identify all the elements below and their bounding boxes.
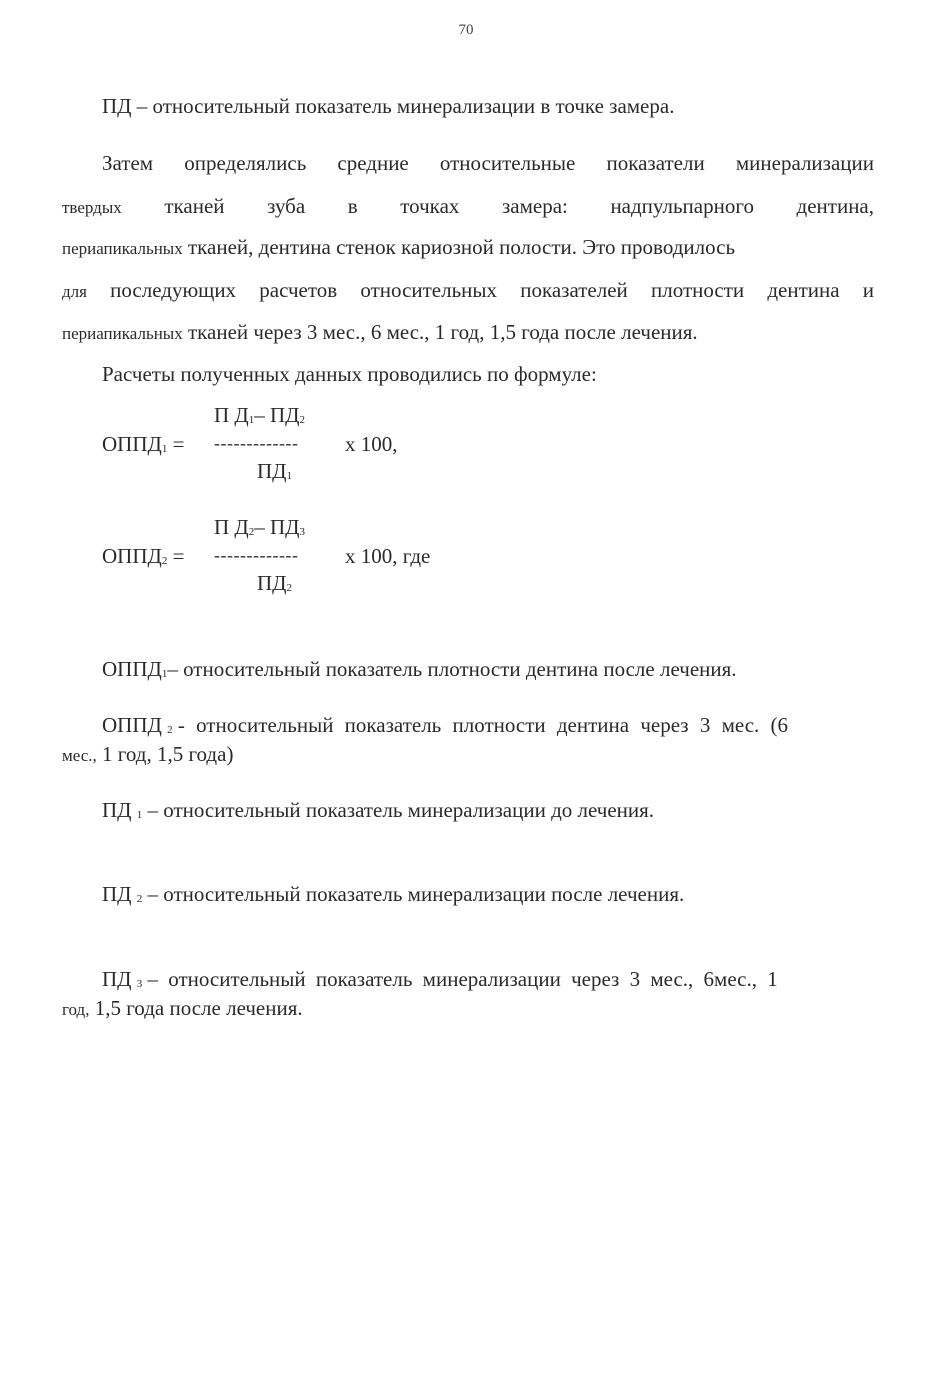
word: точках bbox=[400, 194, 460, 218]
paragraph-line: Затем определялись средние относительные показатели минерализации bbox=[102, 151, 874, 175]
numerator-term: – ПД bbox=[254, 515, 300, 539]
word: дентина, bbox=[796, 194, 874, 218]
formula1-multiplier: х 100, bbox=[345, 432, 398, 456]
definition-text: 1,5 года после лечения. bbox=[94, 996, 303, 1020]
definition-text: - относительный показатель плотности дентина через 3 мес. (6 bbox=[177, 713, 789, 737]
definition-text: – относительный показатель минерализации до лечения. bbox=[147, 798, 655, 822]
calc-intro: Расчеты полученных данных проводились по формуле: bbox=[102, 362, 597, 386]
oppd2-definition-cont bbox=[62, 742, 233, 768]
denominator-term: ПД bbox=[257, 571, 287, 595]
subscript: 3 bbox=[299, 526, 305, 538]
subscript: 2 bbox=[161, 555, 168, 567]
word: в bbox=[347, 194, 358, 218]
pd-definition-line: ПД – относительный показатель минерализации в точке замера. bbox=[102, 94, 675, 118]
term-label: ПД bbox=[102, 882, 132, 906]
subscript: 2 bbox=[299, 414, 305, 426]
subscript: 2 bbox=[136, 893, 143, 905]
formula1-denominator bbox=[257, 459, 292, 487]
word: мес., bbox=[62, 746, 97, 765]
formula1-lhs bbox=[102, 432, 184, 460]
pd3-definition bbox=[102, 967, 778, 995]
lhs-term: ОППД bbox=[102, 544, 162, 568]
definition-text: – относительный показатель плотности дентина после лечения. bbox=[167, 657, 737, 681]
formula2-multiplier: х 100, где bbox=[345, 544, 431, 568]
pd3-definition-cont bbox=[62, 996, 303, 1022]
word: зуба bbox=[267, 194, 306, 218]
subscript: 1 bbox=[161, 668, 168, 680]
term-label: ПД bbox=[102, 967, 132, 991]
page-number: 70 bbox=[458, 22, 474, 38]
formula2-denominator bbox=[257, 571, 292, 599]
definition-text: – относительный показатель минерализации после лечения. bbox=[147, 882, 685, 906]
equals-sign: = bbox=[172, 544, 185, 568]
numerator-term: П Д bbox=[214, 403, 249, 427]
term-label: ПД bbox=[102, 798, 132, 822]
subscript: 1 bbox=[161, 443, 168, 455]
equals-sign: = bbox=[172, 432, 185, 456]
word: твердых bbox=[62, 198, 122, 217]
word: тканей bbox=[164, 194, 225, 218]
subscript: 3 bbox=[136, 978, 143, 990]
denominator-term: ПД bbox=[257, 459, 287, 483]
paragraph-line bbox=[62, 278, 874, 304]
subscript: 2 bbox=[286, 582, 292, 594]
definition-text: – относительный показатель минерализации через 3 мес., 6мес., 1 bbox=[147, 967, 778, 991]
term-label: ОППД bbox=[102, 657, 162, 681]
oppd2-definition bbox=[102, 713, 874, 741]
subscript: 1 bbox=[248, 414, 255, 426]
oppd1-definition bbox=[102, 657, 737, 685]
line-text: тканей через 3 мес., 6 мес., 1 год, 1,5 года после лечения. bbox=[187, 320, 698, 344]
subscript: 2 bbox=[248, 526, 255, 538]
word: для bbox=[62, 282, 87, 301]
term-label: ОППД bbox=[102, 713, 162, 737]
subscript: 1 bbox=[286, 470, 292, 482]
fraction-bar: ------------- bbox=[214, 545, 299, 565]
paragraph-line bbox=[62, 194, 874, 220]
word: год, bbox=[62, 1000, 90, 1019]
formula1-numerator bbox=[214, 403, 305, 431]
formula2-lhs bbox=[102, 544, 184, 572]
fraction-bar: ------------- bbox=[214, 433, 299, 453]
pd2-definition bbox=[102, 882, 684, 910]
numerator-term: П Д bbox=[214, 515, 249, 539]
paragraph-line bbox=[62, 235, 735, 261]
word: замера: bbox=[501, 194, 568, 218]
paragraph-line bbox=[62, 320, 698, 346]
subscript: 1 bbox=[136, 809, 143, 821]
subscript: 2 bbox=[167, 724, 173, 736]
numerator-term: – ПД bbox=[254, 403, 300, 427]
formula2-numerator bbox=[214, 515, 305, 543]
lhs-term: ОППД bbox=[102, 432, 162, 456]
word: периапикальных bbox=[62, 324, 183, 343]
definition-text: 1 год, 1,5 года) bbox=[102, 742, 234, 766]
line-text: последующих расчетов относительных показателей плотности дентина и bbox=[110, 278, 874, 302]
line-text: тканей, дентина стенок кариозной полости. Это проводилось bbox=[187, 235, 736, 259]
word: периапикальных bbox=[62, 239, 183, 258]
pd1-definition bbox=[102, 798, 654, 826]
word: надпульпарного bbox=[610, 194, 754, 218]
